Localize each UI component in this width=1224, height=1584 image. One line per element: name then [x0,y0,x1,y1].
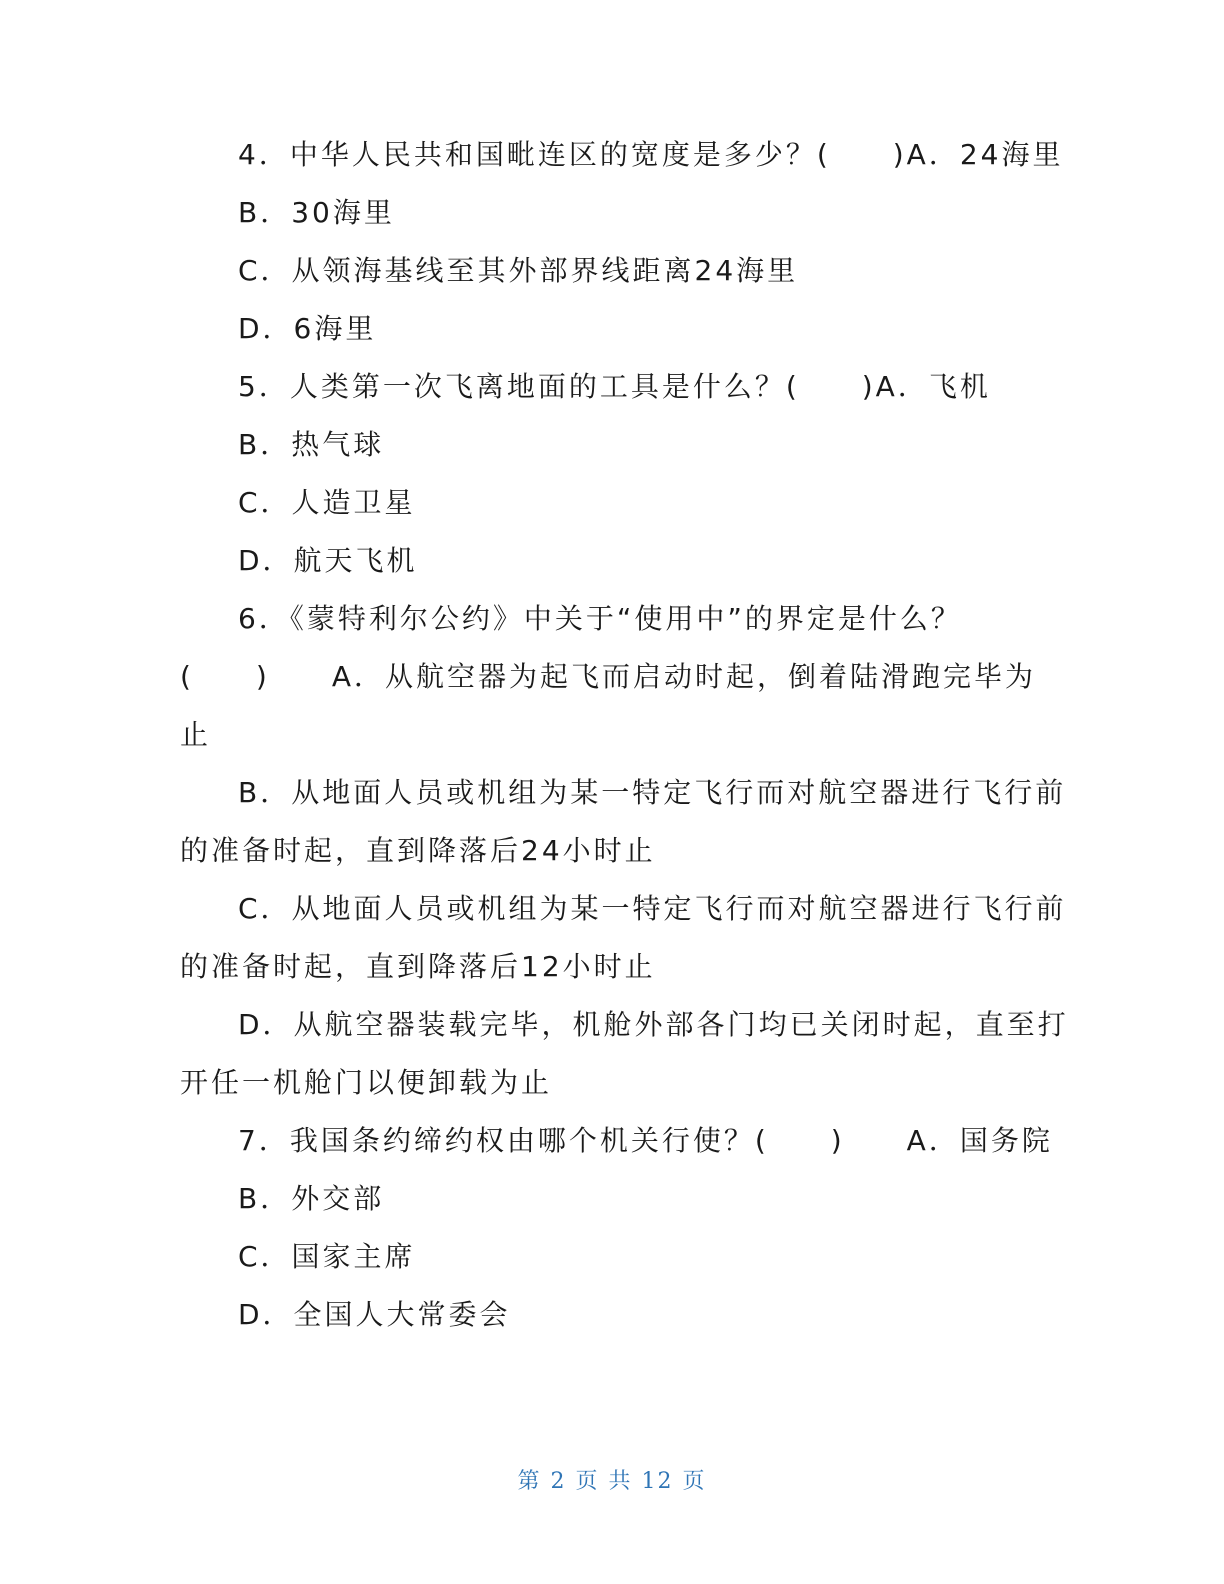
question-5-option-b: B．热气球 [238,428,385,461]
question-6-option-b-cont: 的准备时起，直到降落后24小时止 [180,834,656,867]
question-7-option-d: D．全国人大常委会 [238,1298,511,1331]
question-6-stem: 6．《蒙特利尔公约》中关于“使用中”的界定是什么？ [238,602,962,635]
question-4-option-c: C．从领海基线至其外部界线距离24海里 [238,254,799,287]
question-7-option-c: C．国家主席 [238,1240,416,1273]
question-6-option-c: C．从地面人员或机组为某一特定飞行而对航空器进行飞行前 [238,892,1067,925]
page-number-footer: 第 2 页 共 12 页 [517,1469,707,1494]
question-5-option-d: D．航天飞机 [238,544,418,577]
question-6-option-c-cont: 的准备时起，直到降落后12小时止 [180,950,656,983]
question-4-option-d: D．6海里 [238,312,377,345]
question-7-stem: 7．我国条约缔约权由哪个机关行使？( ) A．国务院 [238,1124,1053,1157]
question-6-option-b: B．从地面人员或机组为某一特定飞行而对航空器进行飞行前 [238,776,1067,809]
question-6-option-d-cont: 开任一机舱门以便卸载为止 [180,1066,553,1099]
question-5-option-c: C．人造卫星 [238,486,416,519]
question-6-option-a: ( ) A．从航空器为起飞而启动时起，倒着陆滑跑完毕为 [180,660,1037,693]
question-4-option-b: B．30海里 [238,196,395,229]
question-6-option-d: D．从航空器装载完毕，机舱外部各门均已关闭时起，直至打 [238,1008,1069,1041]
question-5-stem: 5．人类第一次飞离地面的工具是什么？( )A．飞机 [238,370,991,403]
question-4-stem: 4．中华人民共和国毗连区的宽度是多少？( )A．24海里 [238,138,1064,171]
question-7-option-b: B．外交部 [238,1182,385,1215]
question-6-option-a-cont: 止 [180,718,212,751]
question-list [180,126,1069,1344]
